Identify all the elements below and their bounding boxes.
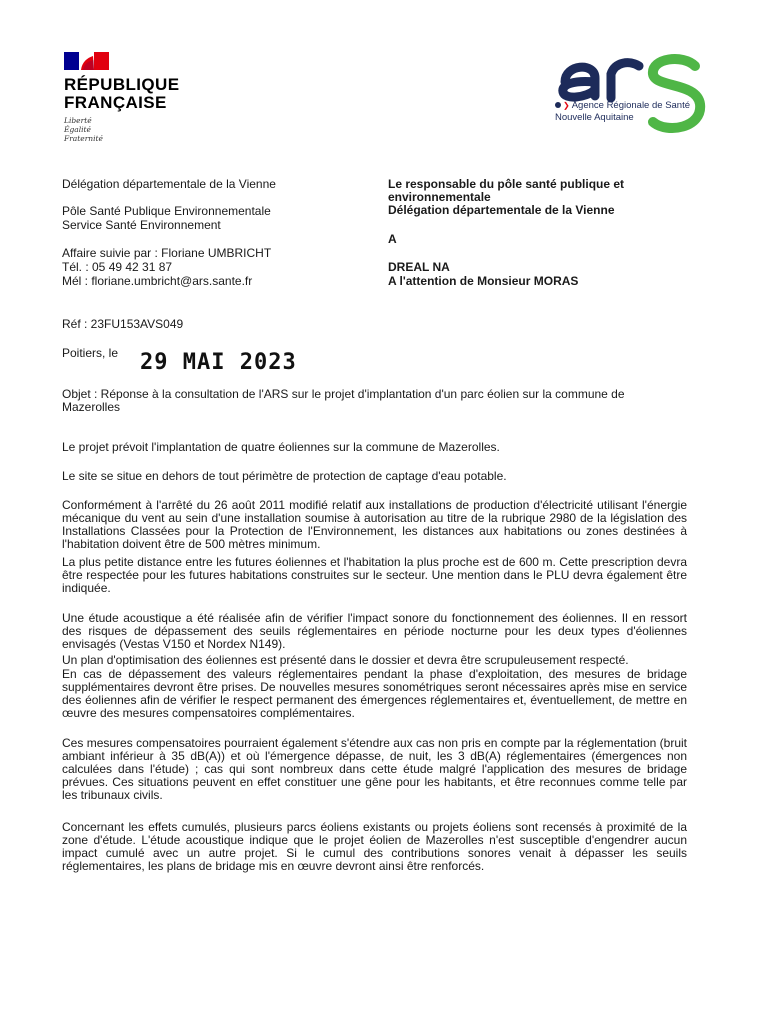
paragraph-4: La plus petite distance entre les futures éoliennes et l'habitation la plus proche est de 600 m. Cette prescription devra être respectée pour les futures habitations construites sur le secteur. Une mention dans le PLU devra également être indiquée.: [62, 555, 687, 595]
paragraph-3: Conformément à l'arrêté du 26 août 2011 modifié relatif aux installations de production d'électricité utilisant l'énergie mécanique du vent au sein d'une installation soumise à autorisation au titre de la rubrique 2980 de la législation des Installations Classées pour la Protection de l'Environnement, les distances aux habitations ou zones destinées à l'habitation doivent être de 500 mètres minimum.: [62, 498, 687, 551]
ars-agency-name: Agence Régionale de Santé: [571, 100, 691, 111]
reference: Réf : 23FU153AVS049: [62, 317, 184, 331]
marianne-flag-icon: [64, 52, 109, 70]
sender-tel: Tél. : 05 49 42 31 87: [62, 260, 173, 274]
paragraph-9: Concernant les effets cumulés, plusieurs parcs éoliens existants ou projets éoliens sont recensés à proximité de la zone d'étude. L'étude acoustique indique que le projet éolien de Mazerolles n'est susceptible d'engendrer aucun impact cumulé avec un autre projet. Si le cumul des contributions sonores venait à dépasser les seuils réglementaires, les plans de bridage mis en œuvre devront ainsi être renforcés.: [62, 820, 687, 873]
paragraph-2: Le site se situe en dehors de tout périmètre de protection de captage d'eau potable.: [62, 469, 507, 483]
sender-affaire: Affaire suivie par : Floriane UMBRICHT: [62, 246, 272, 260]
place-date-label: Poitiers, le: [62, 346, 119, 360]
recipient-from-line3: Délégation départementale de la Vienne: [388, 203, 615, 217]
objet-line2: Mazerolles: [62, 400, 121, 414]
ars-chevron-icon: ❯: [563, 101, 570, 110]
paragraph-5: Une étude acoustique a été réalisée afin de vérifier l'impact sonore du fonctionnement des éoliennes. Il en ressort des risques de dépassement des seuils réglementaires en période nocturne pour les deux types d'éoliennes envisagés (Vestas V150 et Nordex N149).: [62, 611, 687, 651]
sender-mel: Mél : floriane.umbricht@ars.sante.fr: [62, 274, 253, 288]
ars-dot-icon: [555, 102, 561, 108]
recipient-a: A: [388, 232, 397, 246]
recipient-from-line2: environnementale: [388, 190, 491, 204]
recipient-attention: A l'attention de Monsieur MORAS: [388, 274, 579, 288]
recipient-to: DREAL NA: [388, 260, 450, 274]
rf-line-2: FRANÇAISE: [64, 93, 167, 112]
rf-line-1: RÉPUBLIQUE: [64, 75, 180, 94]
paragraph-7: En cas de dépassement des valeurs réglementaires pendant la phase d'exploitation, des mesures de bridage supplémentaires devront être prises. De nouvelles mesures sonométriques seront nécessaires après mise en service des éoliennes afin de vérifier le respect permanent des émergences réglementaires et, éventuellement, de mettre en œuvre des mesures compensatoires complémentaires.: [62, 667, 687, 720]
rf-motto-egalite: Égalité: [64, 125, 91, 134]
rf-motto-fraternite: Fraternité: [64, 134, 103, 143]
ars-wordmark-icon: [555, 52, 715, 142]
ars-logo: [555, 52, 715, 142]
sender-pole: Pôle Santé Publique Environnementale: [62, 204, 271, 218]
paragraph-8: Ces mesures compensatoires pourraient également s'étendre aux cas non pris en compte par la réglementation (bruit ambiant inférieur à 35 dB(A)) et où l'émergence dépasse, de nuit, les 3 dB(A) réglementaires (émergences non calculées dans l'étude) ; cas qui sont nombreux dans cette étude malgré l'application des mesures de bridage prévues. Ces situations peuvent en effet constituer une gêne pour les habitants, et être reconnues comme telle par les tribunaux civils.: [62, 736, 687, 802]
objet-line1: Objet : Réponse à la consultation de l'ARS sur le projet d'implantation d'un parc éolien sur la commune de: [62, 387, 625, 401]
date-stamp: 29 MAI 2023: [140, 350, 297, 375]
sender-delegation: Délégation départementale de la Vienne: [62, 177, 276, 191]
paragraph-1: Le projet prévoit l'implantation de quatre éoliennes sur la commune de Mazerolles.: [62, 440, 500, 454]
paragraph-6: Un plan d'optimisation des éoliennes est présenté dans le dossier et devra être scrupuleusement respecté.: [62, 653, 629, 667]
ars-agency-text: [555, 100, 690, 124]
rf-motto-liberte: Liberté: [64, 116, 92, 125]
recipient-from-line1: Le responsable du pôle santé publique et: [388, 177, 625, 191]
ars-region: Nouvelle Aquitaine: [555, 112, 634, 123]
sender-service: Service Santé Environnement: [62, 218, 221, 232]
republique-francaise-logo: [64, 52, 179, 143]
